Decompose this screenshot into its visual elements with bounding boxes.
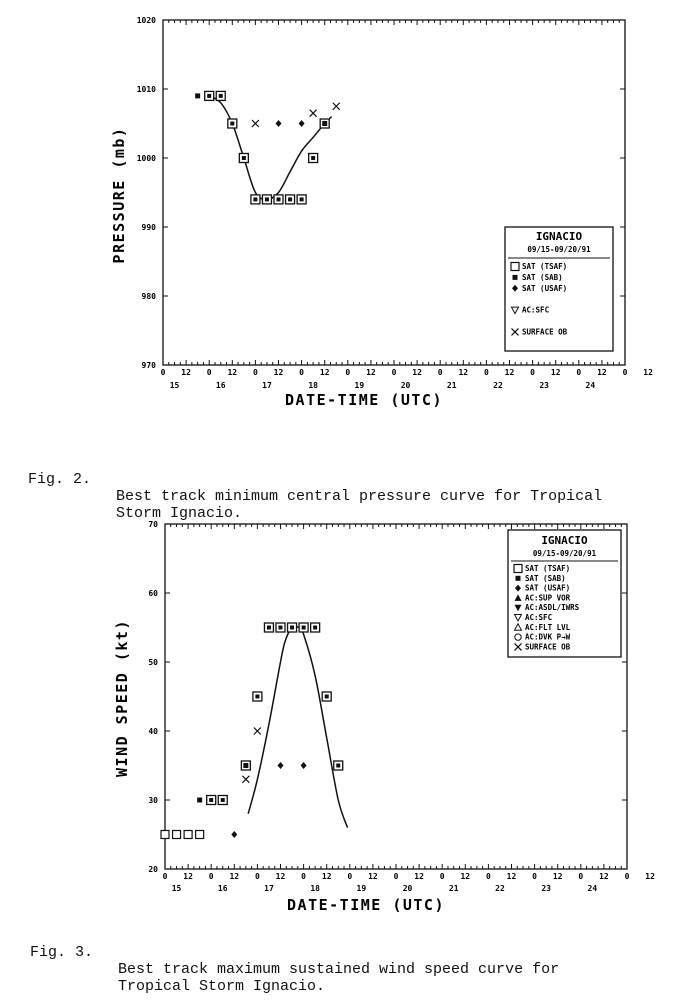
wind-ytick-label: 30 (148, 796, 158, 805)
pressure-hour-label: 12 (366, 368, 376, 377)
wind-point-boxed (322, 692, 331, 701)
wind-hour-label: 12 (645, 872, 655, 881)
pressure-hour-label: 12 (412, 368, 422, 377)
wind-hour-label: 0 (347, 872, 353, 881)
pressure-point-x (252, 120, 259, 127)
wind-legend-entry: SAT (USAF) (525, 583, 571, 593)
wind-hour-label: 12 (321, 872, 332, 881)
pressure-point-boxed-core (207, 94, 211, 98)
pressure-hour-label: 12 (458, 368, 469, 377)
pressure-ytick-label: 1000 (136, 154, 156, 163)
pressure-hour-label: 0 (206, 368, 212, 377)
pressure-point-diamond (299, 120, 305, 127)
pressure-legend-entry: SAT (TSAF) (522, 262, 568, 271)
pressure-point-boxed (274, 195, 283, 204)
wind-ytick-label: 50 (148, 658, 158, 667)
wind-legend-symbol-smallsquare (516, 576, 521, 581)
pressure-ytick-label: 1020 (136, 16, 156, 25)
pressure-hour-label: 12 (643, 368, 653, 377)
wind-point-boxed (334, 761, 343, 770)
figure-2-text: Best track minimum central pressure curve for Tropical Storm Ignacio. (116, 488, 603, 522)
wind-point-boxed-core (313, 626, 317, 630)
pressure-ytick-label: 970 (141, 361, 156, 370)
pressure-point-boxed-core (288, 197, 292, 201)
wind-day-label: 22 (495, 884, 505, 893)
wind-day-label: 23 (541, 884, 551, 893)
wind-hour-label: 0 (578, 872, 584, 881)
pressure-hour-label: 12 (550, 368, 561, 377)
pressure-legend-entry: SAT (SAB) (522, 272, 563, 282)
figure-3-text: Best track maximum sustained wind speed curve for Tropical Storm Ignacio. (118, 961, 560, 995)
pressure-day-label: 20 (400, 381, 411, 390)
wind-point-diamond (231, 831, 237, 838)
pressure-legend (505, 227, 613, 351)
wind-legend-dates: 09/15-09/20/91 (532, 549, 597, 558)
wind-point-x (254, 728, 261, 735)
wind-hour-label: 12 (460, 872, 471, 881)
pressure-point-boxed-core (230, 122, 234, 126)
pressure-legend-entry: SAT (USAF) (522, 283, 568, 293)
pressure-day-label: 22 (493, 381, 503, 390)
wind-point-boxed (299, 623, 308, 632)
wind-hour-label: 0 (254, 872, 260, 881)
wind-legend-title: IGNACIO (541, 534, 588, 547)
wind-point-boxed-core (279, 626, 283, 630)
pressure-day-label: 18 (308, 381, 318, 390)
figure-2-label: Fig. 2. (28, 471, 92, 488)
pressure-point-boxed-core (253, 197, 257, 201)
wind-day-label: 20 (402, 884, 413, 893)
pressure-best-track-curve (206, 95, 332, 199)
pressure-point-boxed (251, 195, 260, 204)
pressure-hour-label: 0 (160, 368, 166, 377)
wind-legend-entry: AC:SFC (525, 613, 553, 622)
pressure-hour-label: 0 (437, 368, 443, 377)
wind-hour-label: 0 (532, 872, 538, 881)
wind-legend-entry: AC:DVK P→W (525, 632, 571, 642)
pressure-hour-label: 12 (273, 368, 284, 377)
wind-point-boxed (253, 692, 262, 701)
wind-point-boxed-core (325, 695, 329, 699)
pressure-x-axis-title: DATE-TIME (UTC) (285, 391, 443, 409)
pressure-hour-label: 0 (345, 368, 351, 377)
wind-hour-label: 12 (552, 872, 563, 881)
pressure-point-boxed-core (265, 197, 269, 201)
wind-x-axis-title: DATE-TIME (UTC) (287, 896, 445, 914)
wind-point-boxed (276, 623, 285, 632)
wind-hour-label: 0 (162, 872, 168, 881)
pressure-point-boxed (205, 91, 214, 100)
wind-ytick-label: 70 (148, 520, 158, 529)
wind-point-boxed-core (302, 626, 306, 630)
wind-hour-label: 0 (624, 872, 630, 881)
pressure-point-x (310, 110, 317, 117)
wind-legend-entry: SAT (TSAF) (525, 564, 571, 573)
wind-hour-label: 12 (506, 872, 517, 881)
pressure-legend-title: IGNACIO (535, 230, 583, 243)
wind-hour-label: 0 (393, 872, 399, 881)
pressure-point-boxed-core (311, 156, 315, 160)
wind-best-track-curve (248, 626, 347, 827)
wind-ytick-label: 40 (148, 727, 158, 736)
pressure-point-boxed (297, 195, 306, 204)
pressure-ytick-label: 1010 (136, 85, 156, 94)
figure-3-label: Fig. 3. (30, 944, 94, 961)
wind-ytick-label: 20 (148, 865, 158, 874)
pressure-point-smallsquare (195, 93, 200, 98)
wind-hour-label: 0 (208, 872, 214, 881)
pressure-point-diamond (276, 120, 282, 127)
pressure-day-label: 23 (539, 381, 549, 390)
wind-hour-label: 12 (599, 872, 609, 881)
pressure-point-boxed-core (277, 197, 281, 201)
pressure-chart (110, 16, 653, 409)
wind-point-square (184, 831, 192, 839)
wind-legend (508, 530, 621, 657)
pressure-legend-dates: 09/15-09/20/91 (527, 245, 591, 254)
pressure-point-boxed (216, 91, 225, 100)
wind-day-label: 21 (448, 884, 459, 893)
wind-point-square (161, 831, 169, 839)
pressure-legend-symbol-square (511, 263, 519, 271)
pressure-hour-label: 12 (504, 368, 515, 377)
pressure-hour-label: 0 (483, 368, 489, 377)
wind-point-boxed-core (336, 764, 340, 768)
wind-ytick-label: 60 (148, 589, 158, 598)
wind-hour-label: 12 (368, 872, 378, 881)
wind-point-square (196, 831, 204, 839)
pressure-day-label: 16 (215, 381, 226, 390)
wind-hour-label: 12 (229, 872, 240, 881)
wind-point-boxed (264, 623, 273, 632)
pressure-hour-label: 0 (530, 368, 536, 377)
pressure-hour-label: 12 (227, 368, 238, 377)
pressure-point-boxed (309, 154, 318, 163)
wind-legend-symbol-square (514, 565, 522, 573)
wind-point-boxed-core (209, 798, 213, 802)
wind-speed-chart (113, 520, 655, 914)
pressure-point-smallsquare (322, 121, 327, 126)
wind-hour-label: 0 (439, 872, 445, 881)
pressure-y-axis-title: PRESSURE (mb) (110, 126, 128, 264)
wind-point-boxed-core (267, 626, 271, 630)
pressure-legend-symbol-smallsquare (513, 275, 518, 280)
pressure-day-label: 21 (446, 381, 457, 390)
wind-point-boxed-core (290, 626, 294, 630)
wind-point-x (242, 776, 249, 783)
pressure-hour-label: 12 (319, 368, 330, 377)
wind-legend-symbol-circle (515, 634, 521, 640)
pressure-hour-label: 0 (576, 368, 582, 377)
wind-day-label: 18 (310, 884, 320, 893)
wind-legend-entry: AC:ASDL/IWRS (525, 603, 580, 613)
pressure-hour-label: 12 (597, 368, 607, 377)
pressure-point-boxed-core (242, 156, 246, 160)
wind-hour-label: 12 (183, 872, 193, 881)
wind-hour-label: 0 (485, 872, 491, 881)
pressure-hour-label: 12 (181, 368, 191, 377)
wind-legend-entry: SAT (SAB) (525, 573, 566, 583)
pressure-point-boxed-core (300, 197, 304, 201)
wind-point-smallsquare (197, 798, 202, 803)
wind-hour-label: 0 (301, 872, 307, 881)
wind-point-boxed (207, 796, 216, 805)
pressure-legend-entry: SURFACE OB (522, 327, 568, 337)
wind-legend-entry: AC:FLT LVL (525, 622, 571, 632)
pressure-point-boxed-core (219, 94, 223, 98)
wind-hour-label: 12 (275, 872, 286, 881)
pressure-point-x (333, 103, 340, 110)
wind-hour-label: 12 (414, 872, 424, 881)
wind-point-boxed-core (221, 798, 225, 802)
wind-point-boxed (288, 623, 297, 632)
pressure-day-label: 19 (354, 381, 365, 390)
wind-day-label: 17 (264, 884, 274, 893)
wind-day-label: 24 (587, 884, 598, 893)
figure-2-caption (28, 454, 668, 522)
wind-point-boxed (311, 623, 320, 632)
pressure-point-boxed (286, 195, 295, 204)
pressure-point-boxed (262, 195, 271, 204)
wind-point-boxed-core (255, 695, 259, 699)
wind-day-label: 19 (356, 884, 367, 893)
pressure-point-boxed (239, 154, 248, 163)
pressure-hour-label: 0 (299, 368, 305, 377)
wind-point-diamond (301, 762, 307, 769)
pressure-point-boxed (228, 119, 237, 128)
pressure-hour-label: 0 (391, 368, 397, 377)
wind-point-boxed (218, 796, 227, 805)
pressure-hour-label: 0 (252, 368, 258, 377)
pressure-day-label: 17 (262, 381, 272, 390)
wind-point-square (173, 831, 181, 839)
wind-legend-entry: AC:SUP VOR (525, 593, 571, 603)
wind-day-label: 16 (217, 884, 228, 893)
pressure-legend-entry: AC:SFC (522, 305, 550, 315)
wind-legend-entry: SURFACE OB (525, 642, 571, 652)
figure-3-caption (30, 927, 670, 995)
pressure-ytick-label: 990 (141, 223, 156, 232)
pressure-ytick-label: 980 (141, 292, 156, 301)
pressure-day-label: 24 (585, 381, 596, 390)
wind-day-label: 15 (171, 884, 182, 893)
pressure-hour-label: 0 (622, 368, 628, 377)
wind-point-diamond (278, 762, 284, 769)
pressure-day-label: 15 (169, 381, 180, 390)
wind-point-smallsquare (243, 763, 248, 768)
wind-y-axis-title: WIND SPEED (kt) (113, 619, 131, 777)
